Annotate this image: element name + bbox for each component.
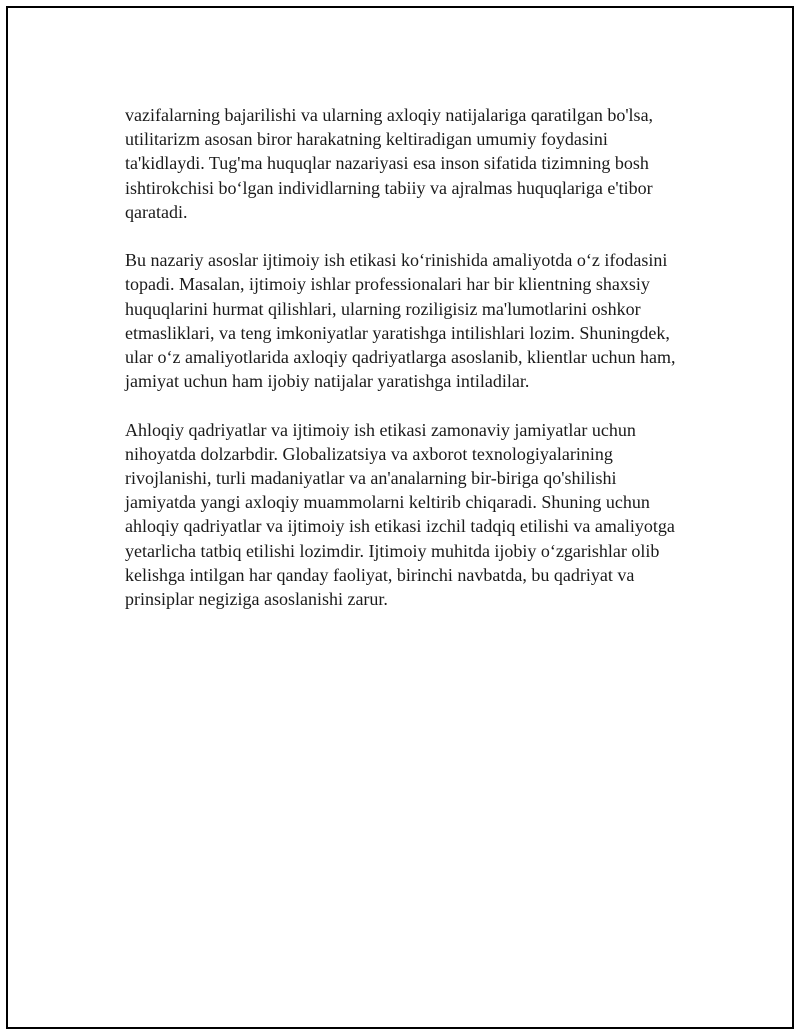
- text-line: nihoyatda dolzarbdir. Globalizatsiya va axborot texnologiyalarining: [125, 443, 613, 464]
- text-line: yetarlicha tatbiq etilishi lozimdir. Ijtimoiy muhitda ijobiy o‘zgarishlar olib: [125, 540, 660, 561]
- text-line: ta'kidlaydi. Tug'ma huquqlar nazariyasi esa inson sifatida tizimning bosh: [125, 153, 649, 174]
- text-line: qaratadi.: [125, 201, 188, 222]
- text-line: jamiyat uchun ham ijobiy natijalar yaratishga intiladilar.: [125, 371, 530, 392]
- text-line: huquqlarini hurmat qilishlari, ularning roziligisiz ma'lumotlarini oshkor: [125, 298, 641, 319]
- text-line: topadi. Masalan, ijtimoiy ishlar professionalari har bir klientning shaxsiy: [125, 274, 650, 295]
- paragraph-1: [125, 103, 705, 224]
- text-line: kelishga intilgan har qanday faoliyat, birinchi navbatda, bu qadriyat va: [125, 564, 635, 585]
- text-line: jamiyatda yangi axloqiy muammolarni keltirib chiqaradi. Shuning uchun: [125, 492, 650, 513]
- paragraph-3: [125, 418, 705, 612]
- document-body: [125, 103, 705, 635]
- text-line: utilitarizm asosan biror harakatning keltiradigan umumiy foydasini: [125, 129, 608, 150]
- text-line: ahloqiy qadriyatlar va ijtimoiy ish etikasi izchil tadqiq etilishi va amaliyotga: [125, 516, 675, 537]
- text-line: ular o‘z amaliyotlarida axloqiy qadriyatlarga asoslanib, klientlar uchun ham,: [125, 347, 676, 368]
- text-line: rivojlanishi, turli madaniyatlar va an'analarning bir-biriga qo'shilishi: [125, 468, 617, 489]
- text-line: ishtirokchisi bo‘lgan individlarning tabiiy va ajralmas huquqlariga e'tibor: [125, 177, 653, 198]
- page-frame: [6, 6, 794, 1029]
- text-line: Bu nazariy asoslar ijtimoiy ish etikasi ko‘rinishida amaliyotda o‘z ifodasini: [125, 250, 668, 271]
- text-line: Ahloqiy qadriyatlar va ijtimoiy ish etikasi zamonaviy jamiyatlar uchun: [125, 419, 636, 440]
- text-line: vazifalarning bajarilishi va ularning axloqiy natijalariga qaratilgan bo'lsa,: [125, 105, 654, 125]
- paragraph-2: [125, 248, 705, 393]
- text-line: etmasliklari, va teng imkoniyatlar yaratishga intilishlari lozim. Shuningdek,: [125, 322, 670, 343]
- text-line: prinsiplar negiziga asoslanishi zarur.: [125, 589, 388, 610]
